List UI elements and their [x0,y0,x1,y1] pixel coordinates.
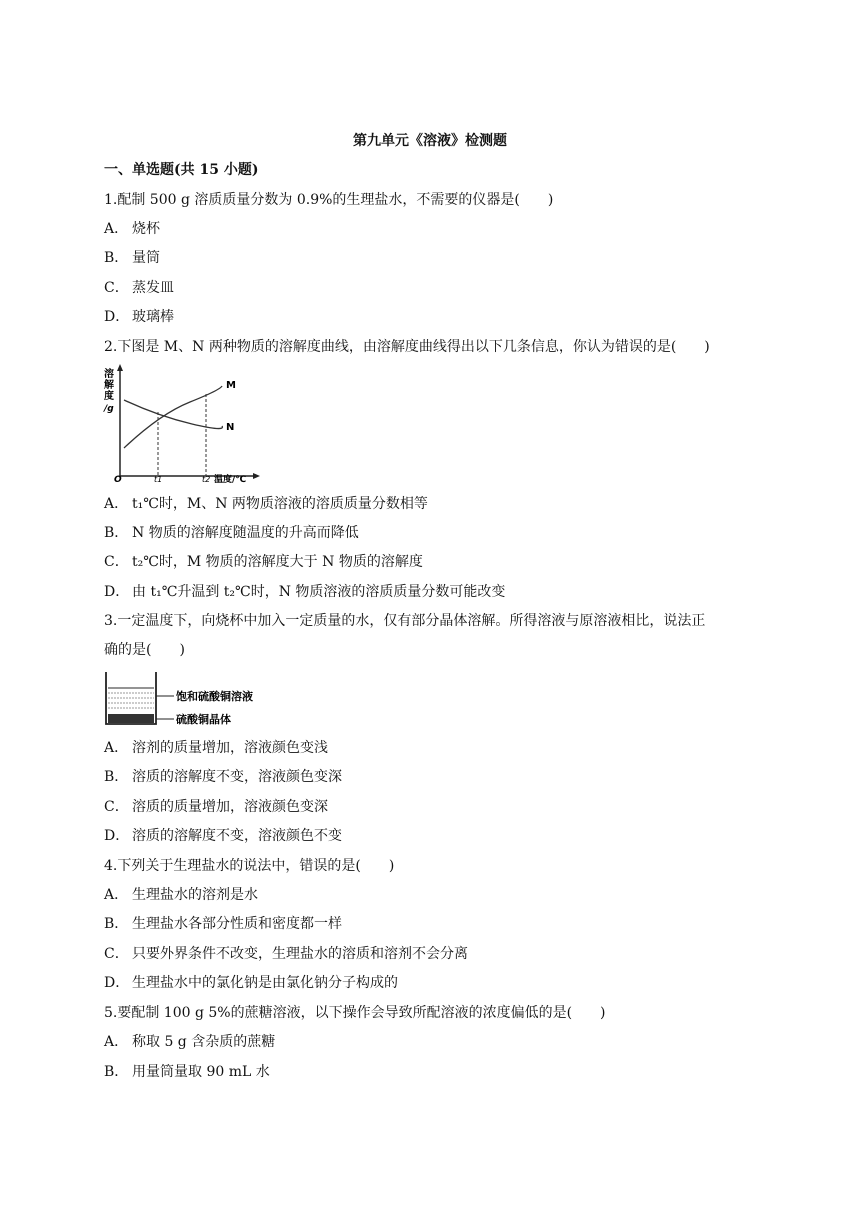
option-label: C． [104,554,129,570]
option-text: 溶质的质量增加，溶液颜色变深 [132,799,328,815]
q3-option-d[interactable] [104,826,342,846]
page-title: 第九单元《溶液》检测题 [353,133,507,149]
q1-option-b[interactable] [104,248,160,268]
q4-option-d[interactable] [104,973,398,993]
option-text: 溶质的溶解度不变，溶液颜色不变 [132,828,342,844]
option-label: B． [104,769,129,785]
t1-label: t1 [154,475,163,484]
question-3-stem-line-2: 确的是( ) [104,642,185,658]
q3-option-a[interactable] [104,738,328,758]
origin-label: O [114,475,122,484]
option-label: A． [104,221,129,237]
option-label: D． [104,584,130,600]
option-text: N 物质的溶解度随温度的升高而降低 [132,525,359,541]
option-text: 烧杯 [132,221,160,237]
option-text: 蒸发皿 [132,280,174,296]
y-axis-label-2: 解 [104,380,114,391]
crystal-layer [108,714,154,723]
option-label: A． [104,887,129,903]
q2-option-c[interactable] [104,552,423,572]
q5-option-a[interactable] [104,1032,275,1052]
option-label: B． [104,916,129,932]
option-label: C． [104,280,129,296]
question-2-stem: 2.下图是 M、N 两种物质的溶解度曲线，由溶解度曲线得出以下几条信息，你认为错误的是( ) [104,339,710,355]
question-3-stem-line-1: 3.一定温度下，向烧杯中加入一定质量的水，仅有部分晶体溶解。所得溶液与原溶液相比，说法正 [104,613,706,629]
option-text: t₁℃时，M、N 两物质溶液的溶质质量分数相等 [132,496,428,512]
option-label: A． [104,496,129,512]
question-1-stem: 1.配制 500 g 溶质质量分数为 0.9%的生理盐水，不需要的仪器是( ) [104,192,554,208]
curve-m [124,386,222,448]
y-axis-arrow [117,364,123,371]
question-4-stem: 4.下列关于生理盐水的说法中，错误的是( ) [104,858,395,874]
option-text: t₂℃时，M 物质的溶解度大于 N 物质的溶解度 [132,554,423,570]
beaker-figure [102,668,272,730]
q1-option-a[interactable] [104,219,160,239]
q2-option-a[interactable] [104,494,428,514]
option-label: C． [104,946,129,962]
y-axis-label-4: /g [104,404,114,414]
option-label: C． [104,799,129,815]
label-crystal: 硫酸铜晶体 [176,713,231,726]
option-text: 用量筒量取 90 mL 水 [132,1064,270,1080]
x-axis-label: 温度/℃ [214,475,247,484]
solubility-curve-figure [100,364,260,484]
q5-option-b[interactable] [104,1062,270,1082]
y-axis-label-1: 溶 [104,369,114,380]
q4-option-b[interactable] [104,914,342,934]
option-text: 生理盐水中的氯化钠是由氯化钠分子构成的 [132,975,398,991]
curve-m-label: M [226,380,236,391]
option-label: B． [104,250,129,266]
option-text: 生理盐水各部分性质和密度都一样 [132,916,342,932]
q1-option-d[interactable] [104,307,174,327]
option-text: 生理盐水的溶剂是水 [132,887,258,903]
section-heading: 一、单选题(共 15 小题) [104,162,259,178]
curve-n [124,400,222,429]
option-label: B． [104,1064,129,1080]
option-text: 量筒 [132,250,160,266]
option-text: 由 t₁℃升温到 t₂℃时，N 物质溶液的溶质质量分数可能改变 [132,584,506,600]
option-label: D． [104,828,130,844]
q1-option-c[interactable] [104,278,174,298]
option-text: 溶剂的质量增加，溶液颜色变浅 [132,740,328,756]
q3-option-c[interactable] [104,797,328,817]
y-axis-label-3: 度 [104,391,114,402]
label-saturated-solution: 饱和硫酸铜溶液 [176,690,253,703]
q2-option-b[interactable] [104,523,359,543]
t2-label: t2 [202,475,211,484]
question-5-stem: 5.要配制 100 g 5%的蔗糖溶液，以下操作会导致所配溶液的浓度偏低的是( ) [104,1005,606,1021]
option-label: B． [104,525,129,541]
q2-option-d[interactable] [104,582,505,602]
x-axis-arrow [253,473,260,479]
q4-option-c[interactable] [104,944,468,964]
q4-option-a[interactable] [104,885,258,905]
option-text: 溶质的溶解度不变，溶液颜色变深 [132,769,342,785]
q3-option-b[interactable] [104,767,342,787]
option-text: 称取 5 g 含杂质的蔗糖 [132,1034,276,1050]
option-label: D． [104,975,130,991]
option-label: A． [104,740,129,756]
option-label: D． [104,309,130,325]
option-label: A． [104,1034,129,1050]
curve-n-label: N [226,422,235,433]
option-text: 玻璃棒 [132,309,174,325]
option-text: 只要外界条件不改变，生理盐水的溶质和溶剂不会分离 [132,946,468,962]
